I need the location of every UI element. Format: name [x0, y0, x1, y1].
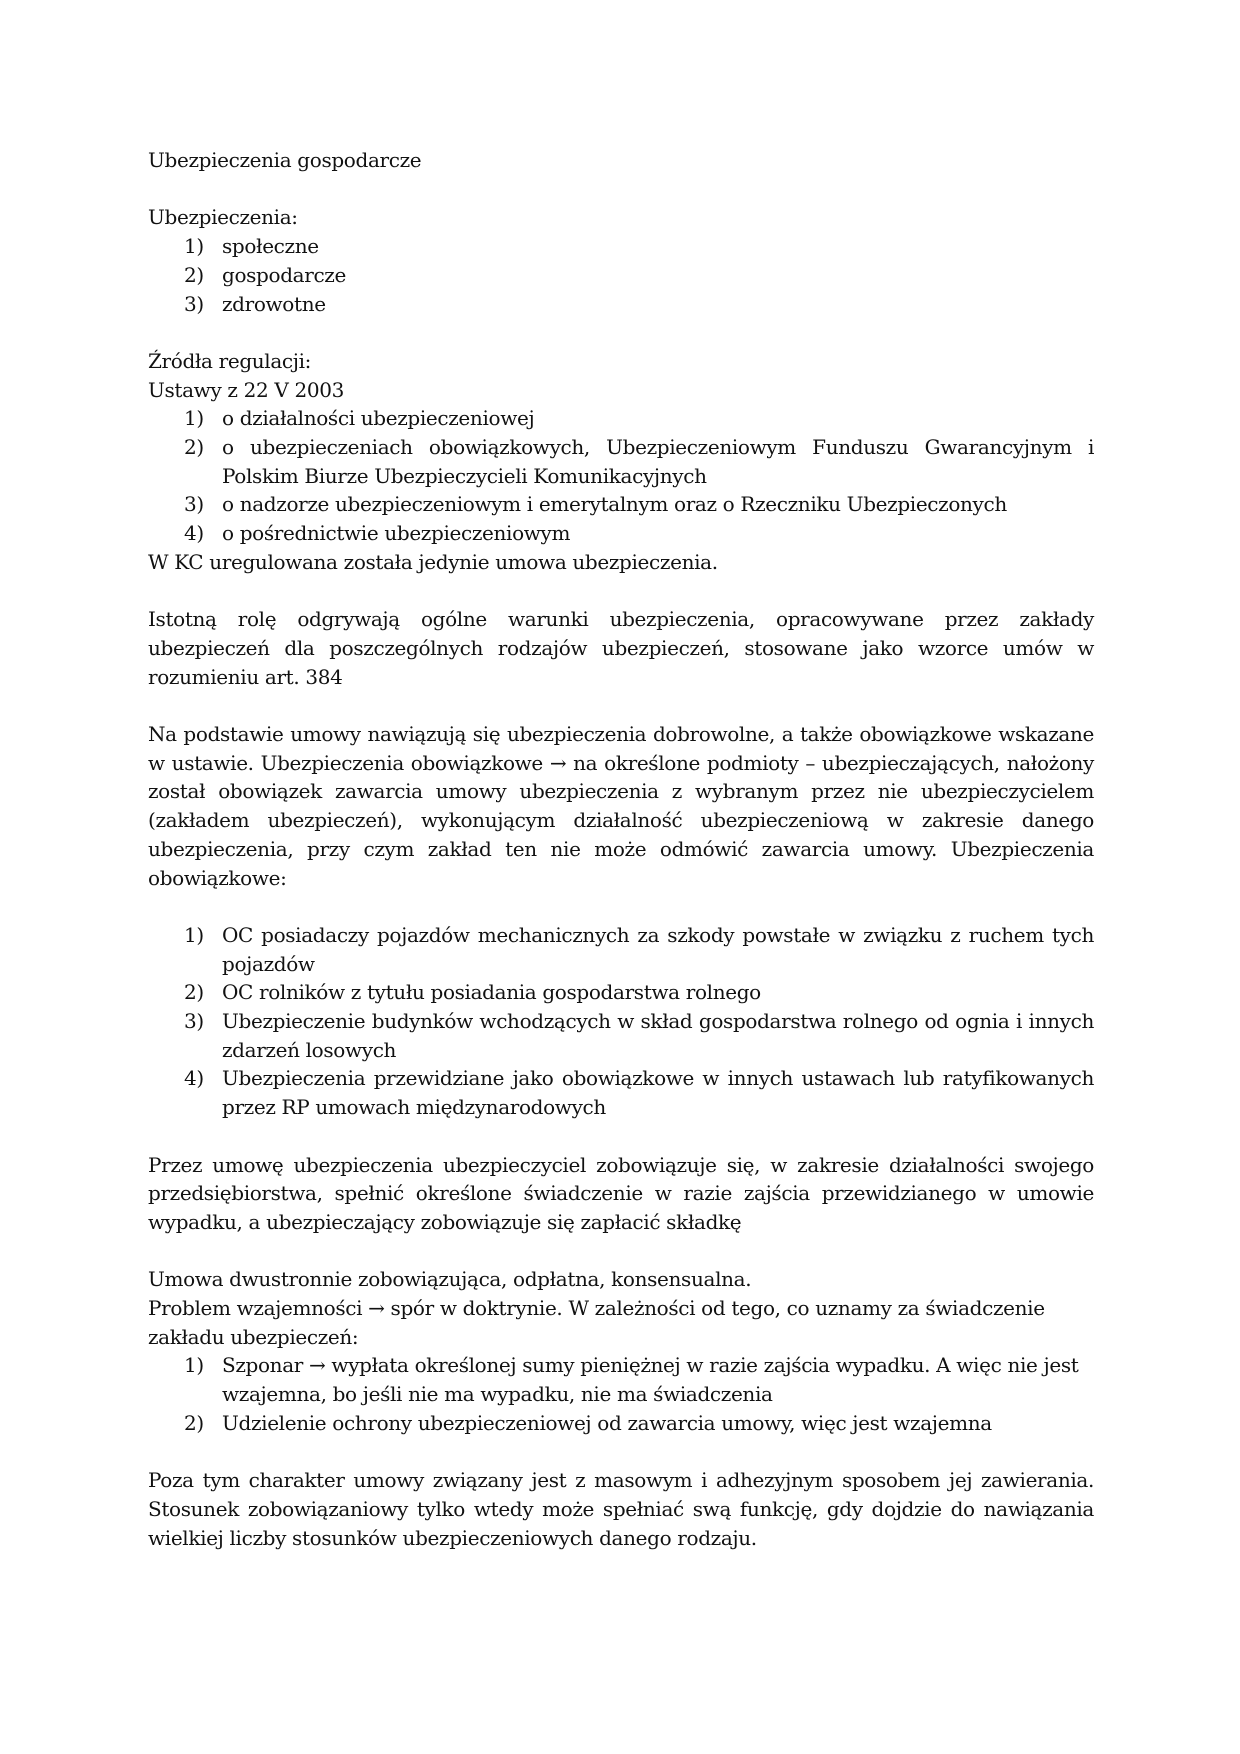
spacer [148, 892, 1094, 921]
list-number: 4) [184, 1066, 204, 1091]
spacer [148, 175, 1094, 204]
list-text: OC rolników z tytułu posiadania gospodarstwa rolnego [222, 980, 761, 1005]
list-number: 2) [184, 435, 204, 459]
list-item [148, 978, 1094, 1007]
contract-character-line-2: Problem wzajemności → spór w doktrynie. W zależności od tego, co uznamy za świadczenie zakładu ubezpieczeń: [148, 1296, 1045, 1349]
reciprocity-list [148, 1351, 1094, 1437]
list-number: 1) [184, 406, 204, 431]
list-item [148, 290, 1094, 319]
list-item [148, 1064, 1094, 1121]
sources-heading: Źródła regulacji: [148, 348, 312, 373]
spacer [148, 691, 1094, 720]
spacer [148, 318, 1094, 347]
list-text: Udzielenie ochrony ubezpieczeniowej od zawarcia umowy, więc jest wzajemna [222, 1410, 992, 1435]
list-number: 1) [184, 1353, 204, 1378]
list-number: 4) [184, 521, 204, 546]
contract-definition-paragraph: Przez umowę ubezpieczenia ubezpieczyciel zobowiązuje się, w zakresie działalności swojego przedsiębiorstwa, spełnić określone świadczenie w razie zajścia przewidzianego w umowie wypadku, a ubezpieczający zobowiązuje się zapłacić składkę [148, 1152, 1094, 1234]
list-item [148, 232, 1094, 261]
general-terms-paragraph: Istotną rolę odgrywają ogólne warunki ubezpieczenia, opracowywane przez zakłady ubezpieczeń dla poszczególnych rodzajów ubezpieczeń, stosowane jako wzorce umów w rozumieniu art. 384 [148, 607, 1094, 689]
list-text: Ubezpieczenie budynków wchodzących w skład gospodarstwa rolnego od ognia i innych zdarzeń losowych [222, 1009, 1094, 1062]
list-item [148, 921, 1094, 978]
mandatory-list [148, 921, 1094, 1122]
list-item [148, 1351, 1094, 1408]
list-item [148, 261, 1094, 290]
list-item [148, 404, 1094, 433]
kc-note: W KC uregulowana została jedynie umowa ubezpieczenia. [148, 549, 718, 574]
mandatory-paragraph: Na podstawie umowy nawiązują się ubezpieczenia dobrowolne, a także obowiązkowe wskazane w ustawie. Ubezpieczenia obowiązkowe → na określone podmioty – ubezpieczających, nałożony został obowiązek zawarcia umowy ubezpieczenia z wybranym przez nie ubezpieczycielem (zakładem ubezpieczeń), wykonującym działalność ubezpieczeniową w zakresie danego ubezpieczenia, przy czym zakład ten nie może odmówić zawarcia umowy. Ubezpieczenia obowiązkowe: [148, 722, 1094, 890]
types-heading: Ubezpieczenia: [148, 205, 298, 230]
spacer [148, 577, 1094, 606]
spacer [148, 1438, 1094, 1467]
list-item [148, 519, 1094, 548]
list-text: o działalności ubezpieczeniowej [222, 406, 535, 431]
document-page [148, 146, 1094, 1552]
list-number: 2) [184, 980, 204, 1005]
list-item [148, 433, 1094, 490]
closing-paragraph: Poza tym charakter umowy związany jest z masowym i adhezyjnym sposobem jej zawierania. Stosunek zobowiązaniowy tylko wtedy może spełniać swą funkcję, gdy dojdzie do nawiązania wielkiej liczby stosunków ubezpieczeniowych danego rodzaju. [148, 1468, 1094, 1550]
list-text: OC posiadaczy pojazdów mechanicznych za szkody powstałe w związku z ruchem tych pojazdów [222, 922, 1094, 976]
list-number: 3) [184, 1009, 204, 1034]
spacer [148, 1237, 1094, 1266]
document-title: Ubezpieczenia gospodarcze [148, 148, 422, 172]
spacer [148, 1122, 1094, 1151]
list-text: o nadzorze ubezpieczeniowym i emerytalnym oraz o Rzeczniku Ubezpieczonych [222, 492, 1007, 517]
list-text: Ubezpieczenia przewidziane jako obowiązkowe w innych ustawach lub ratyfikowanych przez RP umowach międzynarodowych [222, 1066, 1094, 1120]
list-text: o pośrednictwie ubezpieczeniowym [222, 521, 571, 546]
list-text: społeczne [222, 234, 319, 259]
list-item [148, 1007, 1094, 1064]
list-text: Szponar → wypłata określonej sumy pieniężnej w razie zajścia wypadku. A więc nie jest wzajemna, bo jeśli nie ma wypadku, nie ma świadczenia [222, 1353, 1079, 1407]
list-number: 2) [184, 262, 204, 287]
list-item [148, 1409, 1094, 1438]
list-number: 3) [184, 291, 204, 316]
list-number: 3) [184, 492, 204, 517]
list-item [148, 490, 1094, 519]
list-number: 2) [184, 1410, 204, 1435]
sources-subheading: Ustawy z 22 V 2003 [148, 377, 344, 402]
list-text: o ubezpieczeniach obowiązkowych, Ubezpieczeniowym Funduszu Gwarancyjnym i Polskim Biurze Ubezpieczycieli Komunikacyjnych [222, 435, 1094, 488]
sources-list [148, 404, 1094, 548]
list-text: gospodarcze [222, 262, 346, 287]
types-list [148, 232, 1094, 318]
list-number: 1) [184, 922, 204, 947]
list-number: 1) [184, 234, 204, 259]
list-text: zdrowotne [222, 291, 326, 316]
contract-character-line-1: Umowa dwustronnie zobowiązująca, odpłatna, konsensualna. [148, 1267, 752, 1292]
